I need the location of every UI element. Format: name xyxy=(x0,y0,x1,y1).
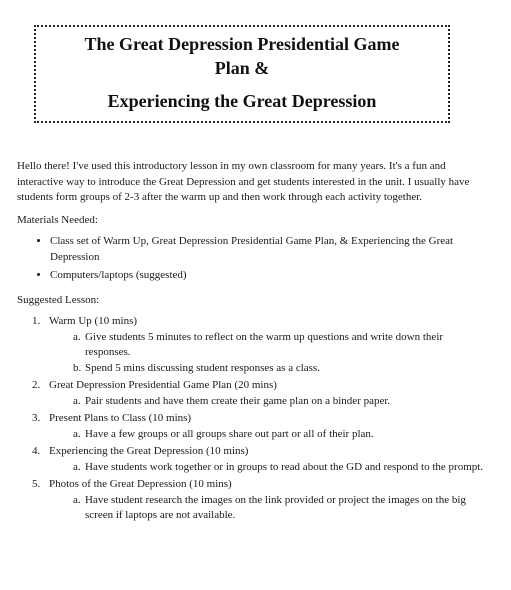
step-title: Photos of the Great Depression (10 mins) xyxy=(49,478,232,490)
step-number: 3. xyxy=(32,412,41,424)
substep-letter: a. xyxy=(73,427,81,440)
substep xyxy=(73,427,487,443)
substep-letter: a. xyxy=(73,493,81,506)
substep-text: Pair students and have them create their game plan on a binder paper. xyxy=(85,394,391,407)
step-substeps xyxy=(49,427,487,443)
substep xyxy=(73,330,487,361)
substep-letter: b. xyxy=(73,361,82,374)
substep xyxy=(73,460,487,476)
title-box xyxy=(34,25,450,123)
step-title: Great Depression Presidential Game Plan (20 mins) xyxy=(49,379,277,391)
step-title: Warm Up (10 mins) xyxy=(49,315,138,327)
step-title: Present Plans to Class (10 mins) xyxy=(49,412,192,424)
substep xyxy=(73,361,487,377)
step-substeps xyxy=(49,493,487,524)
step-substeps xyxy=(49,460,487,476)
title-line-1: The Great Depression Presidential Game xyxy=(84,34,400,54)
substep-text: Give students 5 minutes to reflect on the warm up questions and write down their responses. xyxy=(85,330,444,358)
substep xyxy=(73,493,487,524)
step-substeps xyxy=(49,330,487,377)
step-number: 5. xyxy=(32,478,41,490)
step-title: Experiencing the Great Depression (10 mins) xyxy=(49,445,249,457)
substep xyxy=(73,394,487,410)
substep-letter: a. xyxy=(73,394,81,407)
title-line-3: Experiencing the Great Depression xyxy=(107,91,377,111)
substep-letter: a. xyxy=(73,330,81,343)
intro-paragraph: Hello there! I've used this introductory lesson in my own classroom for many years. It's a fun and interactive way to introduce the Great Depression and get students interested in the unit. I usually have students form groups of 2-3 after the warm up and then work through each activity together. xyxy=(17,160,470,203)
substep-text: Spend 5 mins discussing student responses as a class. xyxy=(85,361,320,374)
step-number: 2. xyxy=(32,379,41,391)
lesson-step xyxy=(32,477,487,524)
step-number: 1. xyxy=(32,315,41,327)
substep-letter: a. xyxy=(73,460,81,473)
substep-text: Have a few groups or all groups share out part or all of their plan. xyxy=(85,427,374,440)
materials-item: • Computers/laptops (suggested) xyxy=(50,268,487,284)
lesson-heading: Suggested Lesson: xyxy=(17,293,100,306)
substep-text: Have students work together or in groups to read about the GD and respond to the prompt. xyxy=(85,460,484,473)
document-body xyxy=(17,159,487,526)
materials-item: • Class set of Warm Up, Great Depression Presidential Game Plan, & Experiencing the Great Depression xyxy=(50,234,487,265)
lesson-step xyxy=(32,378,487,409)
lesson-steps xyxy=(17,314,487,524)
materials-list xyxy=(17,234,487,284)
substep-text: Have student research the images on the link provided or project the images on the big screen if laptops are not available. xyxy=(85,493,466,521)
lesson-step xyxy=(32,444,487,475)
lesson-step xyxy=(32,411,487,442)
step-substeps xyxy=(49,394,487,410)
step-number: 4. xyxy=(32,445,41,457)
materials-heading: Materials Needed: xyxy=(17,213,98,226)
lesson-step xyxy=(32,314,487,376)
title-line-2: Plan & xyxy=(214,58,270,78)
